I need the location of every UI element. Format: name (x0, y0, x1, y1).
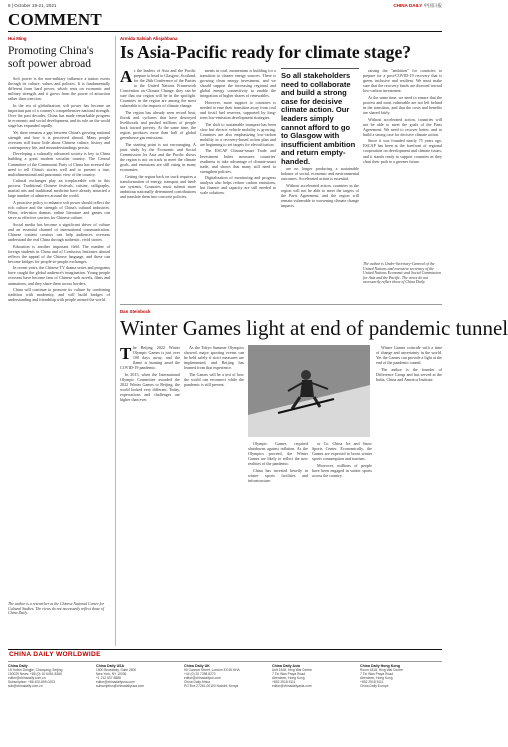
footer-office-line: editor@chinadailyuk.com (184, 676, 221, 681)
footer-office-line: editor@chinadaily.com.cn (8, 676, 46, 681)
center-col-2 (200, 68, 276, 300)
left-headline: Promoting China's soft power abroad (8, 45, 94, 70)
masthead-brand (393, 3, 442, 9)
brand-suffix: 中国日报 (423, 3, 442, 8)
paragraph: The author is the founder of Difference Group and has served at the India, China and America Institute. (376, 366, 442, 382)
left-byline: Hui Ming (8, 36, 27, 41)
center-author-note: The author is Under-Secretary-General of the United Nations and executive secretary of the United Nations Economic and Social Commission for Asia and the Pacific. The views do not necessarily reflect those of China Daily. (363, 262, 441, 285)
paragraph: Education is another important field. The number of foreign students in China and of Confucius Institutes abroad reflects the appeal of the Chinese language, and these can become bridges for people-to-people exchanges. (8, 243, 110, 264)
pullquote: So all stakeholders need to collaborate and build a strong case for decisive climate action. Our leaders simply cannot afford to go to Glasgow with insufficient ambition and return empty-handed. (281, 71, 356, 166)
footer-office (184, 664, 266, 744)
footer-office-line: Aberdeen, Hong Kong (272, 676, 305, 681)
footer-office-line: +852 2518 5111 (272, 680, 296, 685)
paragraph: The ESCAP Climate-smart Trade and Investment Index measures countries' readiness to take advantage of climate-smart trade, and shows that many still need to strengthen policies. (200, 148, 276, 174)
center-col-3 (281, 166, 359, 300)
paragraph: Without accelerated action, countries will not be able to meet the goals of the Paris Agreement. We need to recover better, and to build a strong case for decisive climate action. (363, 116, 442, 137)
paragraph: In recent years, the Chinese TV drama series and programs have caught the global audience's imagination. Young people overseas have become fans of Chinese web novels, films and animations, and they share them across borders. (8, 265, 110, 286)
paragraph: As the Tokyo Summer Olympics showed, major sporting events can be held safely if strict measures are implemented, and Beijing has learned from that experience. (184, 345, 244, 371)
column-divider (115, 36, 116, 646)
paragraph: Olympic Games required shutdowns against inflation. As the Olympics proceed, the Winter Games are likely to reflect the new realities of the pandemic. (248, 441, 308, 467)
footer-office-line: 1500 Broadway, Suite 2800 (96, 668, 137, 673)
paragraph: raising the "ambition" for countries to prepare for a post-COVID-19 recovery that is green, inclusive and resilient. We must make sure that the recovery funds are directed toward low-carbon investment. (363, 68, 442, 94)
paragraph: he Beijing 2022 Winter Olympic Games is just over 100 days away, and the flame is burning amid the COVID-19 pandemic. (120, 345, 180, 371)
center-col-1 (120, 68, 196, 300)
paragraph: The starting point is not encouraging. A joint study by the Economic and Social Commission for Asia and the Pacific shows the region is not on track to meet the climate goals, and emissions are still rising in many economies. (120, 141, 196, 173)
footer-office (272, 664, 354, 744)
footer-office-line: +1 212 537 8888 (96, 676, 121, 681)
winter-col-3 (248, 441, 308, 643)
paragraph: China has invested heavily in winter sports facilities and infrastructure. (248, 467, 308, 483)
footer-office-line: 7 Tin Wan Praya Road (272, 672, 306, 677)
paragraph: Moreover, millions of people have been engaged in winter sports across the country. (312, 462, 372, 478)
footer-office (360, 664, 442, 744)
skier-illustration (248, 345, 370, 437)
footer-office-line: editor@chinadailyasia.com (272, 684, 312, 689)
footer-office-line: editor@chinadailyusa.com (96, 680, 135, 685)
footer-office-line: subscription@chinadailyusa.com (96, 684, 145, 689)
footer-office-title: China Daily USA (96, 664, 125, 668)
footer-office-title: China Daily Asia (272, 664, 301, 668)
paragraph: are no longer producing a sustainable balance of social, economic and environmental outcomes. Accelerated action is essential. (281, 166, 359, 182)
paragraph: Developing a culturally advanced society is key to China building a great modern socialist country. The Central Committee of the Communist Party of China has stressed the need to tell China's stories well and to present a true, multidimensional and panoramic view of the country. (8, 151, 110, 177)
paragraph: Social media has become a significant driver of culture and an essential channel of international communication. Chinese content creators can help audiences overseas understand the real China through authentic, vivid stories. (8, 221, 110, 242)
paragraph: In the era of globalization, soft power has become an important part of a country's comprehensive national strength. Over the past decades, China has made remarkable progress in economic and social development, and its role on the world stage has expanded rapidly. (8, 102, 110, 129)
paragraph: s the leaders of Asia and the Pacific prepare to head to Glasgow, Scotland, for the 26th Conference of the Parties to the United Nations Framework Convention on Climate Change, they can be sure that our region will be in the spotlight. Countries in the region are among the most vulnerable to the impacts of climate change. (120, 68, 196, 109)
footer-office-line: PO Box 27281-00100 Nairobi, Kenya (184, 684, 239, 689)
winter-col-2 (184, 345, 244, 643)
paragraph: Cultural exchanges play an irreplaceable role in this process. Traditional Chinese festivals, cuisine, calligraphy, martial arts and traditional medicine have already attracted a large number of admirers around the world. (8, 178, 110, 199)
footer-office-title: China Daily UK (184, 664, 210, 668)
dropcap: A (120, 67, 133, 86)
footer-office-line: 15 Huixin Dongjie, Chaoyang, Beijing (8, 668, 63, 673)
left-author-note: The author is a researcher at the Chinese National Center for Cultural Studies. The views do not necessarily reflect those of China Daily. (8, 602, 105, 616)
footer-office-line: +852 2518 5111 (360, 680, 384, 685)
skier-photo (248, 345, 370, 437)
footer-office-line: sub@chinadaily.com.cn (8, 684, 43, 689)
paragraph: At the same time, we need to ensure that the poorest and most vulnerable are not left behind in the transition, and that the costs and benefits are shared fairly. (363, 94, 442, 115)
center-headline: Is Asia-Pacific ready for climate stage? (120, 42, 412, 62)
paragraph: or Co. China Ice and Snow Sports Center. Economically, the Games are expected to boost winter sports consumption and tourism. (312, 441, 372, 462)
footer-office-line: 90 Cannon Street, London EC4N 6HA (184, 668, 240, 673)
center-byline: Armida Salsiah Alisjahbana (120, 36, 178, 41)
paragraph: Digitalization of monitoring and progress analysis also helps reduce carbon emissions, but finance and capacity are still needed to scale solutions. (200, 175, 276, 196)
pullquote-rule-top (281, 68, 359, 69)
section-rule (8, 31, 442, 32)
paragraph: The Games will be a test of how the world can reconnect while the pandemic is still present. (184, 371, 244, 387)
footer-office-line: China Daily Africa (184, 680, 211, 685)
paragraph: Getting the region back on track requires a transformation of energy, transport and land-use systems. Countries must submit more ambitious nationally determined contributions and translate them into concrete policies. (120, 173, 196, 199)
footer-office-line: Subscription: +86 400-699-0203 (8, 680, 56, 685)
footer-office-line: Aberdeen, Hong Kong (360, 676, 393, 681)
footer-title: CHINA DAILY WORLDWIDE (9, 651, 101, 658)
winter-byline: Dan Steinbock (120, 309, 151, 314)
footer-office-title: China Daily Hong Kong (360, 664, 400, 668)
footer-office-title: China Daily (8, 664, 28, 668)
paragraph: Soft power is the non-military influence a nation exerts through its culture, values and policies. It is fundamentally different from hard power, which rests on economic and military strength, and it grows from the power of attraction rather than coercion. (8, 76, 110, 102)
winter-rule (120, 304, 442, 305)
footer-office-line: 7 Tin Wan Praya Road (360, 672, 394, 677)
page-date: 8 | October 19-21, 2021 (8, 3, 57, 8)
paragraph: A proactive policy to enhance soft power should reflect the rich culture and the strength of China's cultural industries. Films, television dramas, online literature and games can serve as effective carriers for Chinese culture. (8, 200, 110, 221)
paragraph: ments in coal, momentum is building for a transition to cleaner energy sources. There is growing clean energy investment, and we should support the increasing regional and global energy connectivity to enable the integration of higher shares of renewables. (200, 68, 276, 99)
paragraph: However, more support to countries is needed to ease their transition away from coal and fossil fuel reserves, supported by long-term low-emission development strategies. (200, 99, 276, 121)
footer-office-line: 100029 News: +86 (0) 10 6491-8366 (8, 672, 62, 677)
winter-col-1: T he Beijing 2022 Winter Olympic Games is just over 100 days away, and the flame is burning amid the COVID-19 pandemic. In 2015, when the International Olympic Committee awarded the 2022 Winter Games to Beijing, the world looked very different. Today, expectations and challenges are higher than ever. (120, 344, 180, 403)
left-body (8, 76, 110, 598)
center-col-4 (363, 68, 442, 258)
footer-columns (8, 664, 442, 744)
footer-office-line: New York, NY 10036 (96, 672, 127, 677)
paragraph: China will continue to promote its culture by combining tradition with modernity, and will build bridges of understanding and friendship with people around the world. (8, 287, 110, 303)
footer-office-line: Room 1818, Hing Wai Centre (360, 668, 403, 673)
paragraph: Winter Games coincide with a time of change and uncertainty in the world. Yet the Games can provide a light at the end of the pandemic tunnel. (376, 345, 442, 366)
section-title: COMMENT (8, 10, 102, 29)
paragraph: In 2015, when the International Olympic Committee awarded the 2022 Winter Games to Beijing, the world looked very different. Today, expectations and challenges are higher than ever. (120, 371, 180, 403)
paragraph: The region has already seen record heat, floods and cyclones that have destroyed livelihoods and pushed millions of people back toward poverty. At the same time, the region produces more than half of global greenhouse gas emissions. (120, 109, 196, 141)
winter-headline: Winter Games light at end of pandemic tunnel (120, 316, 508, 340)
footer-office (96, 664, 178, 744)
paragraph: Without accelerated action, countries in the region will not be able to meet the targets of the Paris Agreement, and the region will remain vulnerable to worsening climate change impacts. (281, 182, 359, 208)
winter-col-4 (312, 441, 372, 643)
paragraph: The shift to sustainable transport has been slow but electric vehicle mobility is growing. Countries are also emphasizing low-carbon mobility in a recovery-based action plan and are beginning to set targets for electrification. (200, 121, 276, 147)
paragraph: Yet there remains a gap between China's growing national strength and how it is perceived abroad. Many people overseas still know little about Chinese culture, history and contemporary life, and misunderstandings persist. (8, 129, 110, 150)
brand-name: CHINA DAILY (393, 3, 423, 8)
footer-office-line: +44 (0) 20 7398 8270 (184, 672, 216, 677)
footer-office-line: Unit 1818, Hing Wai Centre (272, 668, 313, 673)
winter-col-5 (376, 345, 442, 643)
footer-office-line: China Daily Europe (360, 684, 389, 689)
footer-office (8, 664, 90, 744)
paragraph: Since it was founded nearly 75 years ago, ESCAP has been at the forefront of regional cooperation on development and climate issues, and it stands ready to support countries as they chart their path to a greener future. (363, 138, 442, 164)
